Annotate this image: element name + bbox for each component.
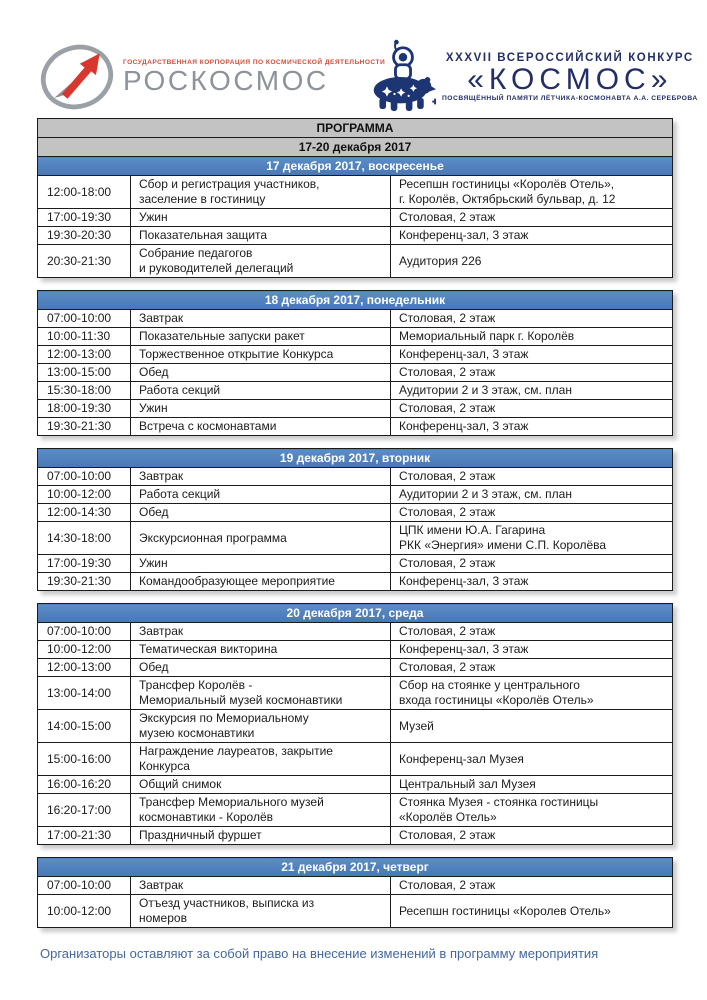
schedule-row: [38, 364, 673, 382]
event-cell: Собрание педагогов и руководителей делегаций: [131, 245, 391, 278]
schedule-row: [38, 468, 673, 486]
event-cell: Обед: [131, 364, 391, 382]
event-cell: Сбор и регистрация участников, заселение в гостиницу: [131, 176, 391, 209]
place-cell: Столовая, 2 этаж: [391, 623, 673, 641]
time-cell: 19:30-21:30: [38, 418, 131, 436]
schedule-row: [38, 400, 673, 418]
day-header: 20 декабря 2017, среда: [38, 604, 673, 623]
day-header: 17 декабря 2017, воскресенье: [38, 157, 673, 176]
schedule-row: [38, 776, 673, 794]
time-cell: 18:00-19:30: [38, 400, 131, 418]
schedule-row: [38, 310, 673, 328]
time-cell: 15:30-18:00: [38, 382, 131, 400]
roscosmos-emblem-icon: [37, 41, 117, 113]
time-cell: 07:00-10:00: [38, 877, 131, 895]
time-cell: 14:00-15:00: [38, 710, 131, 743]
schedule-row: [38, 659, 673, 677]
time-cell: 20:30-21:30: [38, 245, 131, 278]
time-cell: 16:20-17:00: [38, 794, 131, 827]
schedule-row: [38, 827, 673, 845]
schedule-row: [38, 209, 673, 227]
time-cell: 12:00-18:00: [38, 176, 131, 209]
place-cell: Стоянка Музея - стоянка гостиницы «Королёв Отель»: [391, 794, 673, 827]
schedule-row: [38, 573, 673, 591]
day-header-row: [38, 157, 673, 176]
place-cell: Мемориальный парк г. Королёв: [391, 328, 673, 346]
event-cell: Завтрак: [131, 877, 391, 895]
time-cell: 07:00-10:00: [38, 468, 131, 486]
time-cell: 10:00-12:00: [38, 641, 131, 659]
contest-line2: «КОСМОС»: [467, 62, 673, 96]
event-cell: Экскурсия по Мемориальному музею космонавтики: [131, 710, 391, 743]
event-cell: Показательная защита: [131, 227, 391, 245]
schedule-row: [38, 677, 673, 710]
contest-line3: ПОСВЯЩЁННЫЙ ПАМЯТИ ЛЁТЧИКА-КОСМОНАВТА А.А. СЕРЕБРОВА: [442, 95, 698, 103]
place-cell: Конференц-зал, 3 этаж: [391, 227, 673, 245]
event-cell: Завтрак: [131, 623, 391, 641]
program-date-range-row: [38, 138, 673, 157]
place-cell: Столовая, 2 этаж: [391, 555, 673, 573]
place-cell: Столовая, 2 этаж: [391, 468, 673, 486]
schedule-row: [38, 794, 673, 827]
event-cell: Ужин: [131, 555, 391, 573]
schedule-row: [38, 877, 673, 895]
program-title-row: [38, 119, 673, 138]
event-cell: Обед: [131, 659, 391, 677]
day-table: [37, 857, 673, 928]
day-header-row: [38, 604, 673, 623]
time-cell: 12:00-13:00: [38, 346, 131, 364]
day-header: 18 декабря 2017, понедельник: [38, 291, 673, 310]
place-cell: Конференц-зал, 3 этаж: [391, 346, 673, 364]
schedule-row: [38, 895, 673, 928]
schedule-row: [38, 522, 673, 555]
schedule-row: [38, 743, 673, 776]
place-cell: Столовая, 2 этаж: [391, 364, 673, 382]
place-cell: Аудитории 2 и 3 этаж, см. план: [391, 382, 673, 400]
event-cell: Экскурсионная программа: [131, 522, 391, 555]
event-cell: Обед: [131, 504, 391, 522]
event-cell: Праздничный фуршет: [131, 827, 391, 845]
time-cell: 07:00-10:00: [38, 310, 131, 328]
event-cell: Завтрак: [131, 310, 391, 328]
schedule-row: [38, 382, 673, 400]
event-cell: Встреча с космонавтами: [131, 418, 391, 436]
place-cell: Конференц-зал, 3 этаж: [391, 641, 673, 659]
place-cell: Столовая, 2 этаж: [391, 504, 673, 522]
time-cell: 12:00-14:30: [38, 504, 131, 522]
contest-title-block: [442, 52, 698, 103]
event-cell: Ужин: [131, 400, 391, 418]
time-cell: 07:00-10:00: [38, 623, 131, 641]
schedule-row: [38, 245, 673, 278]
place-cell: Столовая, 2 этаж: [391, 400, 673, 418]
day-header-row: [38, 449, 673, 468]
day-header: 21 декабря 2017, четверг: [38, 858, 673, 877]
time-cell: 17:00-21:30: [38, 827, 131, 845]
event-cell: Торжественное открытие Конкурса: [131, 346, 391, 364]
schedule-row: [38, 641, 673, 659]
day-header-row: [38, 858, 673, 877]
place-cell: Аудитория 226: [391, 245, 673, 278]
event-cell: Награждение лауреатов, закрытие Конкурса: [131, 743, 391, 776]
place-cell: Сбор на стоянке у центрального входа гостиницы «Королёв Отель»: [391, 677, 673, 710]
schedule-row: [38, 176, 673, 209]
footer-note: Организаторы оставляют за собой право на внесение изменений в программу мероприятия: [40, 946, 599, 961]
day-table: [37, 290, 673, 436]
schedule-row: [38, 623, 673, 641]
contest-line1: XXXVII ВСЕРОССИЙСКИЙ КОНКУРС: [445, 51, 694, 64]
place-cell: Столовая, 2 этаж: [391, 659, 673, 677]
place-cell: ЦПК имени Ю.А. Гагарина РКК «Энергия» имени С.П. Королёва: [391, 522, 673, 555]
time-cell: 17:00-19:30: [38, 555, 131, 573]
place-cell: Столовая, 2 этаж: [391, 827, 673, 845]
time-cell: 14:30-18:00: [38, 522, 131, 555]
program-schedule: [37, 118, 672, 928]
place-cell: Центральный зал Музея: [391, 776, 673, 794]
place-cell: Конференц-зал Музея: [391, 743, 673, 776]
event-cell: Трансфер Мемориального музей космонавтики - Королёв: [131, 794, 391, 827]
program-date-range: 17-20 декабря 2017: [38, 138, 673, 157]
time-cell: 12:00-13:00: [38, 659, 131, 677]
event-cell: Показательные запуски ракет: [131, 328, 391, 346]
place-cell: Столовая, 2 этаж: [391, 209, 673, 227]
roscosmos-wordmark: РОСКОСМОС: [123, 65, 329, 96]
time-cell: 16:00-16:20: [38, 776, 131, 794]
place-cell: Столовая, 2 этаж: [391, 310, 673, 328]
place-cell: Аудитории 2 и 3 этаж, см. план: [391, 486, 673, 504]
day-table: [37, 448, 673, 591]
time-cell: 17:00-19:30: [38, 209, 131, 227]
schedule-row: [38, 486, 673, 504]
schedule-row: [38, 555, 673, 573]
place-cell: Ресепшн гостиницы «Королёв Отель», г. Королёв, Октябрьский бульвар, д. 12: [391, 176, 673, 209]
time-cell: 13:00-15:00: [38, 364, 131, 382]
schedule-row: [38, 710, 673, 743]
place-cell: Музей: [391, 710, 673, 743]
day-table: [37, 603, 673, 845]
schedule-row: [38, 346, 673, 364]
place-cell: Конференц-зал, 3 этаж: [391, 418, 673, 436]
time-cell: 15:00-16:00: [38, 743, 131, 776]
program-title: ПРОГРАММА: [38, 119, 673, 138]
event-cell: Работа секций: [131, 382, 391, 400]
schedule-row: [38, 328, 673, 346]
place-cell: Ресепшн гостиницы «Королев Отель»: [391, 895, 673, 928]
time-cell: 10:00-11:30: [38, 328, 131, 346]
event-cell: Работа секций: [131, 486, 391, 504]
document-header: [37, 40, 698, 114]
day-table: [37, 118, 673, 278]
roscosmos-corporation-line: ГОСУДАРСТВЕННАЯ КОРПОРАЦИЯ ПО КОСМИЧЕСКОЙ ДЕЯТЕЛЬНОСТИ: [123, 59, 386, 66]
schedule-row: [38, 418, 673, 436]
bear-cosmonaut-mascot-icon: [370, 39, 436, 115]
event-cell: Завтрак: [131, 468, 391, 486]
place-cell: Конференц-зал, 3 этаж: [391, 573, 673, 591]
schedule-row: [38, 227, 673, 245]
event-cell: Общий снимок: [131, 776, 391, 794]
day-header-row: [38, 291, 673, 310]
time-cell: 10:00-12:00: [38, 895, 131, 928]
event-cell: Отъезд участников, выписка из номеров: [131, 895, 391, 928]
event-cell: Трансфер Королёв - Мемориальный музей космонавтики: [131, 677, 391, 710]
day-header: 19 декабря 2017, вторник: [38, 449, 673, 468]
event-cell: Командообразующее мероприятие: [131, 573, 391, 591]
time-cell: 19:30-20:30: [38, 227, 131, 245]
schedule-row: [38, 504, 673, 522]
place-cell: Столовая, 2 этаж: [391, 877, 673, 895]
time-cell: 19:30-21:30: [38, 573, 131, 591]
roscosmos-logo-text: [123, 59, 386, 96]
event-cell: Ужин: [131, 209, 391, 227]
time-cell: 10:00-12:00: [38, 486, 131, 504]
event-cell: Тематическая викторина: [131, 641, 391, 659]
time-cell: 13:00-14:00: [38, 677, 131, 710]
